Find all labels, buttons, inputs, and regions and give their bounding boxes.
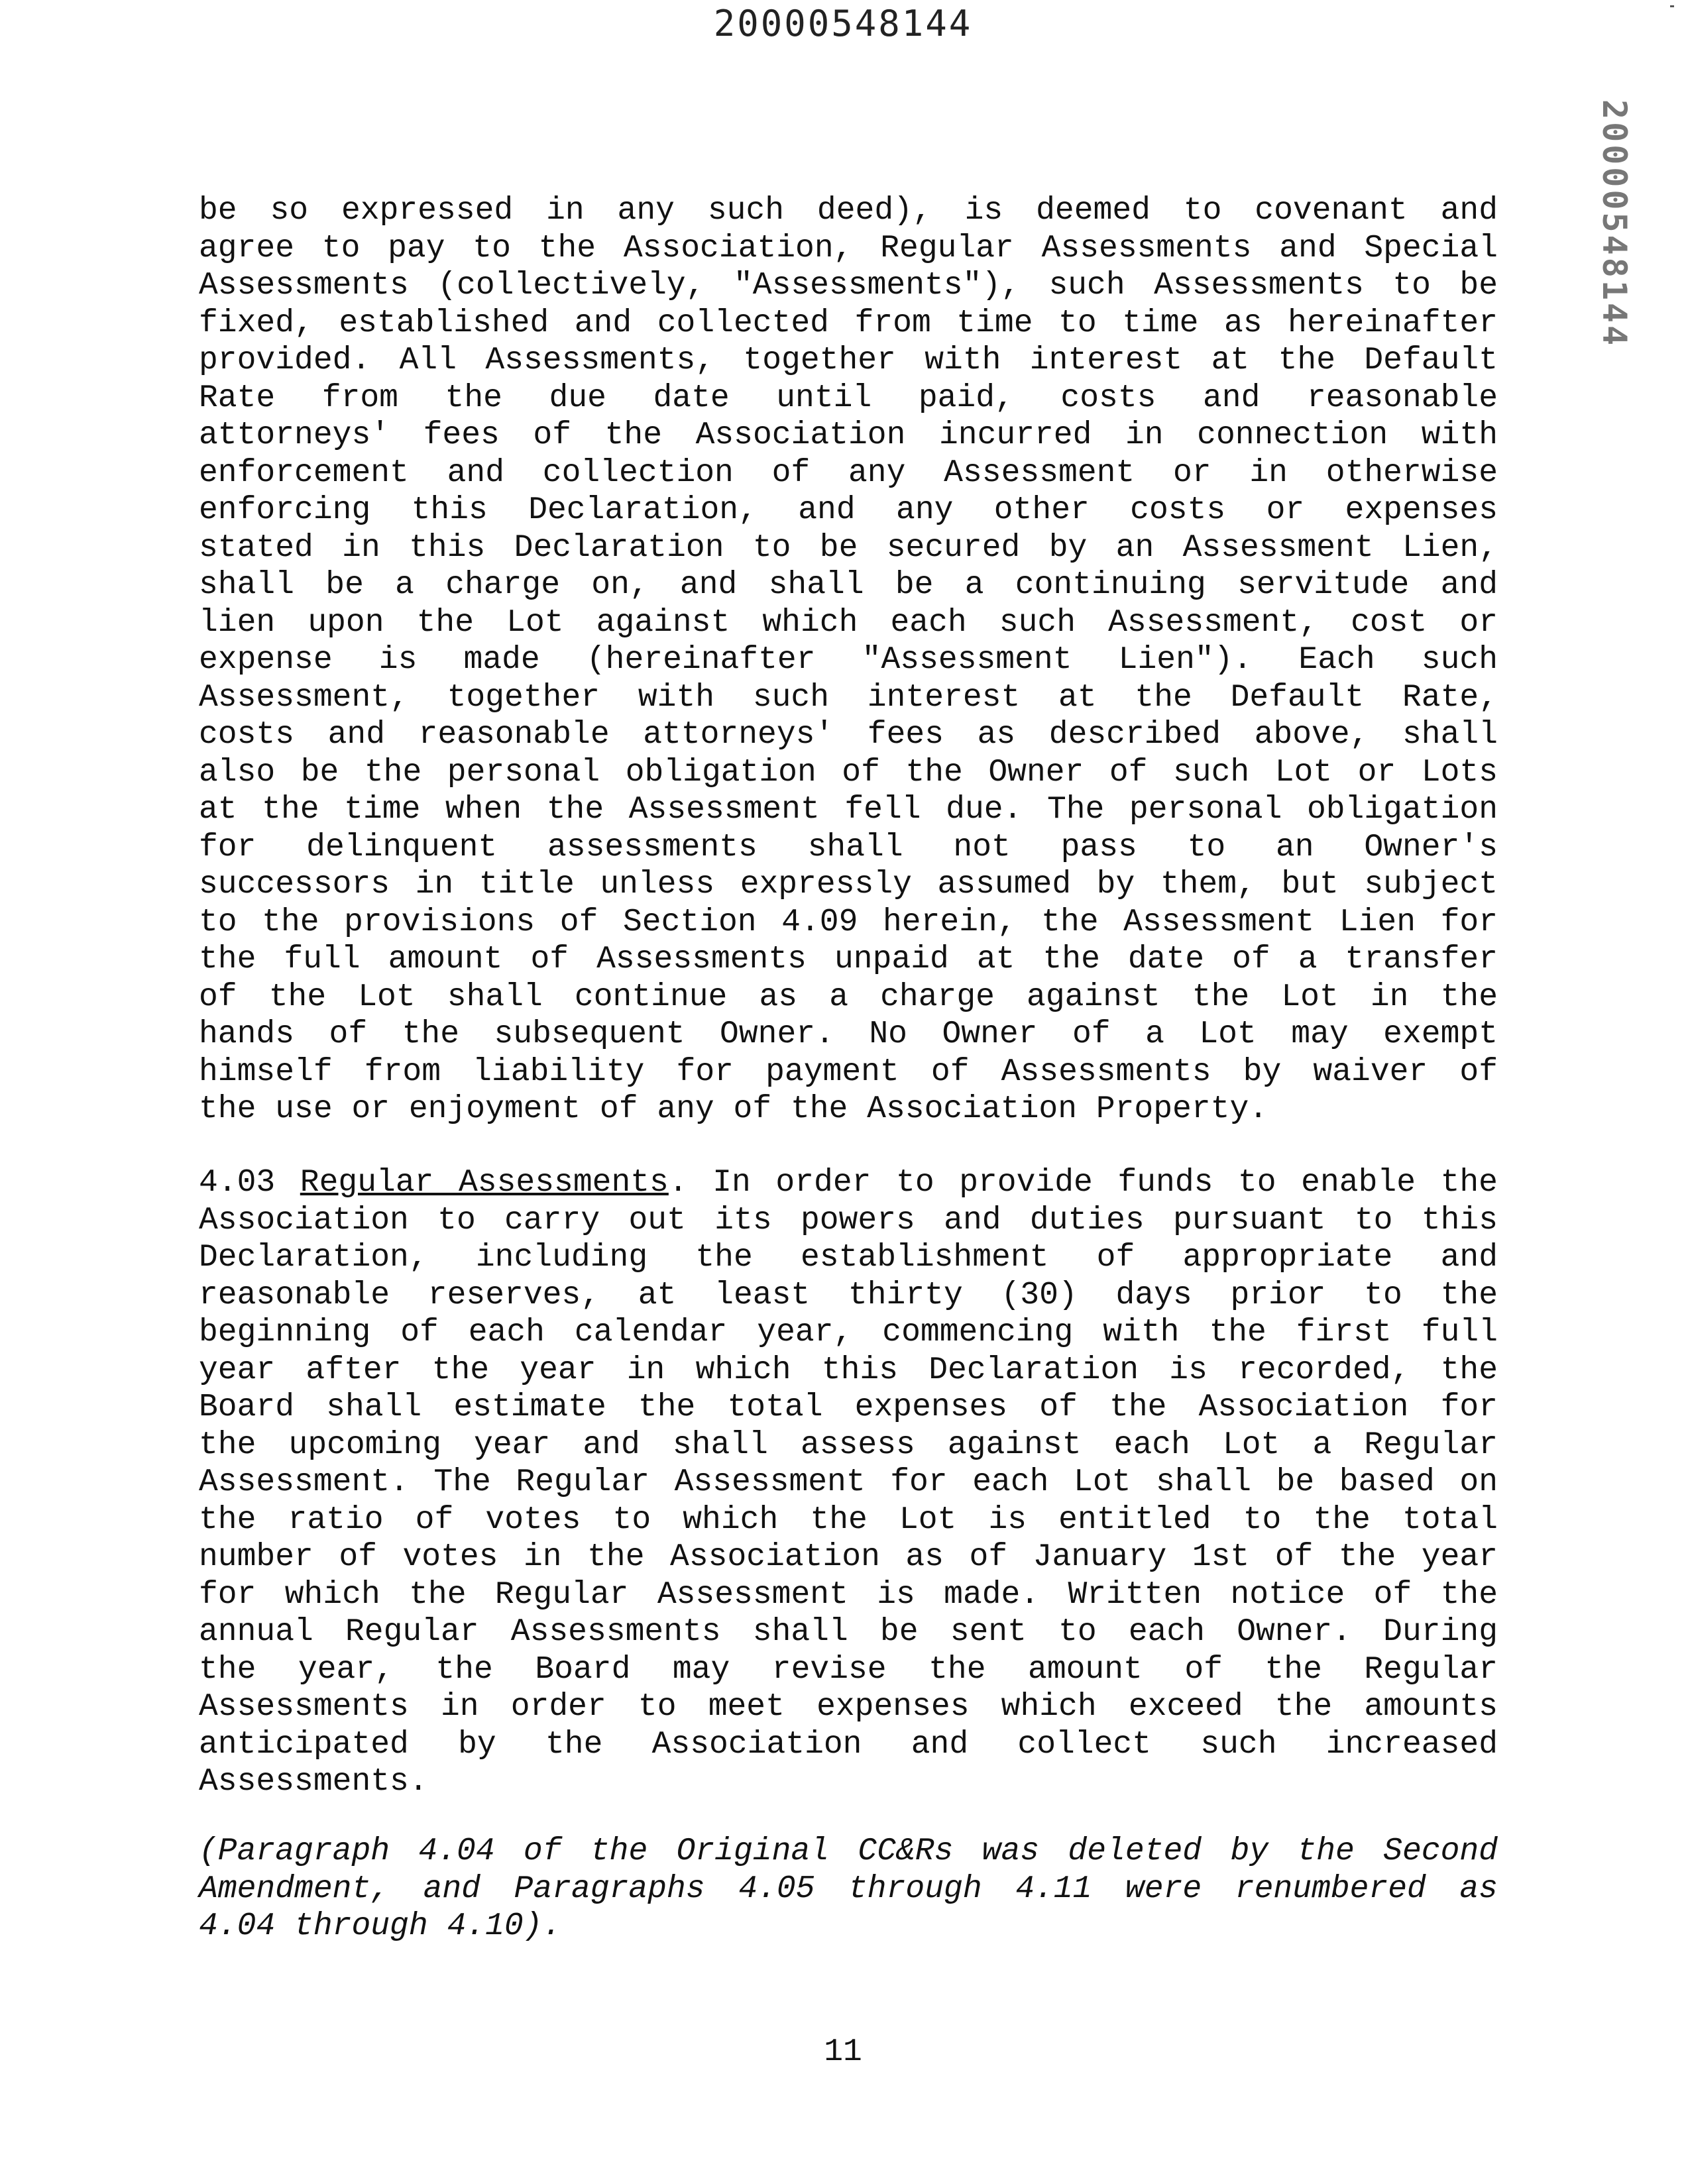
text-line: of the Lot shall continue as a charge against the Lot in the: [199, 979, 1498, 1015]
text-line: at the time when the Assessment fell due. The personal obligation: [199, 792, 1498, 828]
text-line: number of votes in the Association as of January 1st of the year: [199, 1539, 1498, 1575]
text-line: to the provisions of Section 4.09 herein, the Assessment Lien for: [199, 904, 1498, 940]
page-number: 11: [824, 2034, 862, 2070]
document-number-header: 20000548144: [713, 3, 973, 44]
text-line: Assessments (collectively, "Assessments"), such Assessments to be: [199, 268, 1498, 303]
section-heading: Regular Assessments: [300, 1165, 669, 1201]
text-line: Assessment, together with such interest at the Default Rate,: [199, 679, 1498, 716]
text-line: Assessment. The Regular Assessment for each Lot shall be based on: [199, 1464, 1498, 1500]
text-line: the upcoming year and shall assess against each Lot a Regular: [199, 1427, 1498, 1463]
text-line: fixed, established and collected from time to time as hereinafter: [199, 305, 1498, 341]
text-line: the full amount of Assessments unpaid at the date of a transfer: [199, 942, 1498, 977]
text-line: enforcing this Declaration, and any other costs or expenses: [199, 492, 1498, 528]
text-line: Assessments.: [199, 1764, 428, 1800]
text-line: stated in this Declaration to be secured by an Assessment Lien,: [199, 529, 1498, 566]
text-line: for delinquent assessments shall not pass to an Owner's: [199, 829, 1498, 865]
section-number: 4.03: [199, 1165, 300, 1201]
text-line: annual Regular Assessments shall be sent to each Owner. During: [199, 1614, 1498, 1650]
text-line: expense is made (hereinafter "Assessment Lien"). Each such: [199, 642, 1498, 678]
text-line: successors in title unless expressly assumed by them, but subject: [199, 867, 1498, 902]
text-line: the year, the Board may revise the amount of the Regular: [199, 1651, 1498, 1688]
text-line: anticipated by the Association and collect such increased: [199, 1726, 1498, 1763]
text-line: provided. All Assessments, together with interest at the Default: [199, 343, 1498, 378]
corner-mark: [1670, 5, 1674, 7]
document-number-stamp: 20000548144: [1595, 99, 1634, 349]
editorial-note: [199, 1833, 1498, 1945]
text-line: Association to carry out its powers and duties pursuant to this: [199, 1202, 1498, 1238]
text-line: Rate from the due date until paid, costs and reasonable: [199, 380, 1498, 416]
text-line: 4.04 through 4.10).: [199, 1908, 562, 1944]
text-line: reasonable reserves, at least thirty (30) days prior to the: [199, 1277, 1498, 1313]
text-line: Amendment, and Paragraphs 4.05 through 4.11 were renumbered as: [199, 1871, 1498, 1907]
paragraph-continuation: [199, 192, 1498, 1128]
text-line: Assessments in order to meet expenses which exceed the amounts: [199, 1689, 1498, 1725]
text-line: (Paragraph 4.04 of the Original CC&Rs was deleted by the Second: [199, 1833, 1498, 1869]
text-line: hands of the subsequent Owner. No Owner of a Lot may exempt: [199, 1016, 1498, 1052]
text-line: the ratio of votes to which the Lot is entitled to the total: [199, 1502, 1498, 1538]
text-line: Board shall estimate the total expenses of the Association for: [199, 1390, 1498, 1425]
text-line: lien upon the Lot against which each such Assessment, cost or: [199, 604, 1498, 641]
section-4-03-regular-assessments: [199, 1164, 1498, 1801]
section-first-line: [199, 1164, 1498, 1202]
text-line: also be the personal obligation of the Owner of such Lot or Lots: [199, 754, 1498, 791]
section-first-line-text: . In order to provide funds to enable the: [668, 1165, 1498, 1201]
text-line: Declaration, including the establishment of appropriate and: [199, 1240, 1498, 1276]
text-line: year after the year in which this Declaration is recorded, the: [199, 1352, 1498, 1388]
text-line: enforcement and collection of any Assessment or in otherwise: [199, 455, 1498, 491]
text-line: attorneys' fees of the Association incurred in connection with: [199, 417, 1498, 453]
text-line: agree to pay to the Association, Regular Assessments and Special: [199, 230, 1498, 266]
text-line: beginning of each calendar year, commencing with the first full: [199, 1315, 1498, 1350]
text-line: costs and reasonable attorneys' fees as described above, shall: [199, 717, 1498, 753]
text-line: be so expressed in any such deed), is deemed to covenant and: [199, 193, 1498, 229]
text-line: the use or enjoyment of any of the Association Property.: [199, 1091, 1268, 1127]
text-line: himself from liability for payment of Assessments by waiver of: [199, 1054, 1498, 1090]
text-line: for which the Regular Assessment is made. Written notice of the: [199, 1576, 1498, 1613]
text-line: shall be a charge on, and shall be a continuing servitude and: [199, 567, 1498, 603]
